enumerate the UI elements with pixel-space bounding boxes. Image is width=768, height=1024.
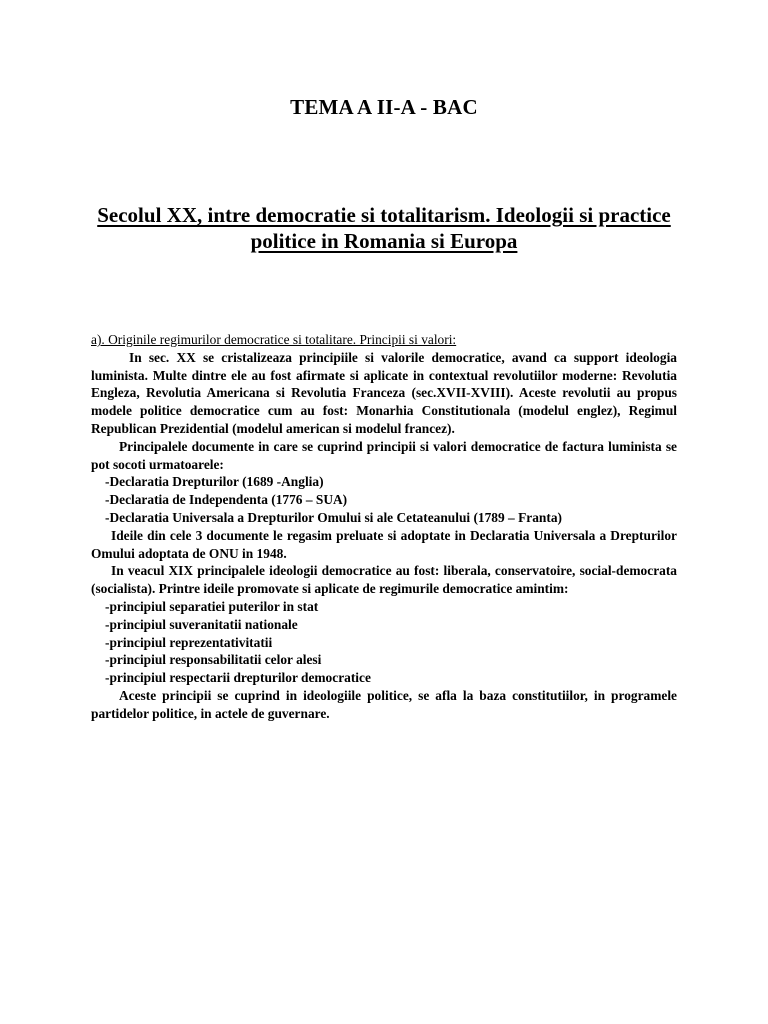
paragraph-2: Principalele documente in care se cuprind principii si valori democratice de factura luminista se pot socoti urmatoarele: <box>91 438 677 472</box>
principle-item: -principiul respectarii drepturilor democratice <box>105 670 371 686</box>
document-item: -Declaratia Drepturilor (1689 -Anglia) <box>105 474 324 490</box>
principle-item: -principiul separatiei puterilor in stat <box>105 598 319 614</box>
document-subtitle <box>96 202 672 254</box>
paragraph-4: In veacul XIX principalele ideologii democratice au fost: liberala, conservatoire, social-democrata (socialista). Printre ideile promovate si aplicate de regimurile democratice amintim: <box>91 563 677 597</box>
paragraph-3: Ideile din cele 3 documente le regasim preluate si adoptate in Declaratia Universala a Drepturilor Omului adoptata de ONU in 1948. <box>91 527 677 561</box>
section-heading: a). Originile regimurilor democratice si totalitare. Principii si valori: <box>91 332 457 347</box>
paragraph-5: Aceste principii se cuprind in ideologiile politice, se afla la baza constitutiilor, in programele partidelor politice, in actele de guvernare. <box>91 687 677 721</box>
page-title: TEMA A II-A - BAC <box>290 95 478 119</box>
paragraph-1: In sec. XX se cristalizeaza principiile si valorile democratice, avand ca support ideologia luminista. Multe dintre ele au fost afirmate si aplicate in contextual revolutiilor moderne: Revolutia Engleza, Revolutia Americana si Revolutia Franceza (sec.XVII-XVIII). Aceste revolutii au propus modele politice democratice cum au fost: Monarhia Constitutionala (modelul englez), Regimul Republican Prezidential (modelul american si modelul francez). <box>91 349 677 436</box>
document-item: -Declaratia de Independenta (1776 – SUA) <box>105 492 348 508</box>
principle-item: -principiul reprezentativitatii <box>105 634 273 650</box>
principle-item: -principiul suveranitatii nationale <box>105 616 298 632</box>
document-body <box>91 331 677 723</box>
subtitle-text: Secolul XX, intre democratie si totalitarism. Ideologii si practice politice in Romania si Europa <box>97 203 671 253</box>
principle-item: -principiul responsabilitatii celor alesi <box>105 652 322 668</box>
document-item: -Declaratia Universala a Drepturilor Omului si ale Cetateanului (1789 – Franta) <box>105 509 562 525</box>
